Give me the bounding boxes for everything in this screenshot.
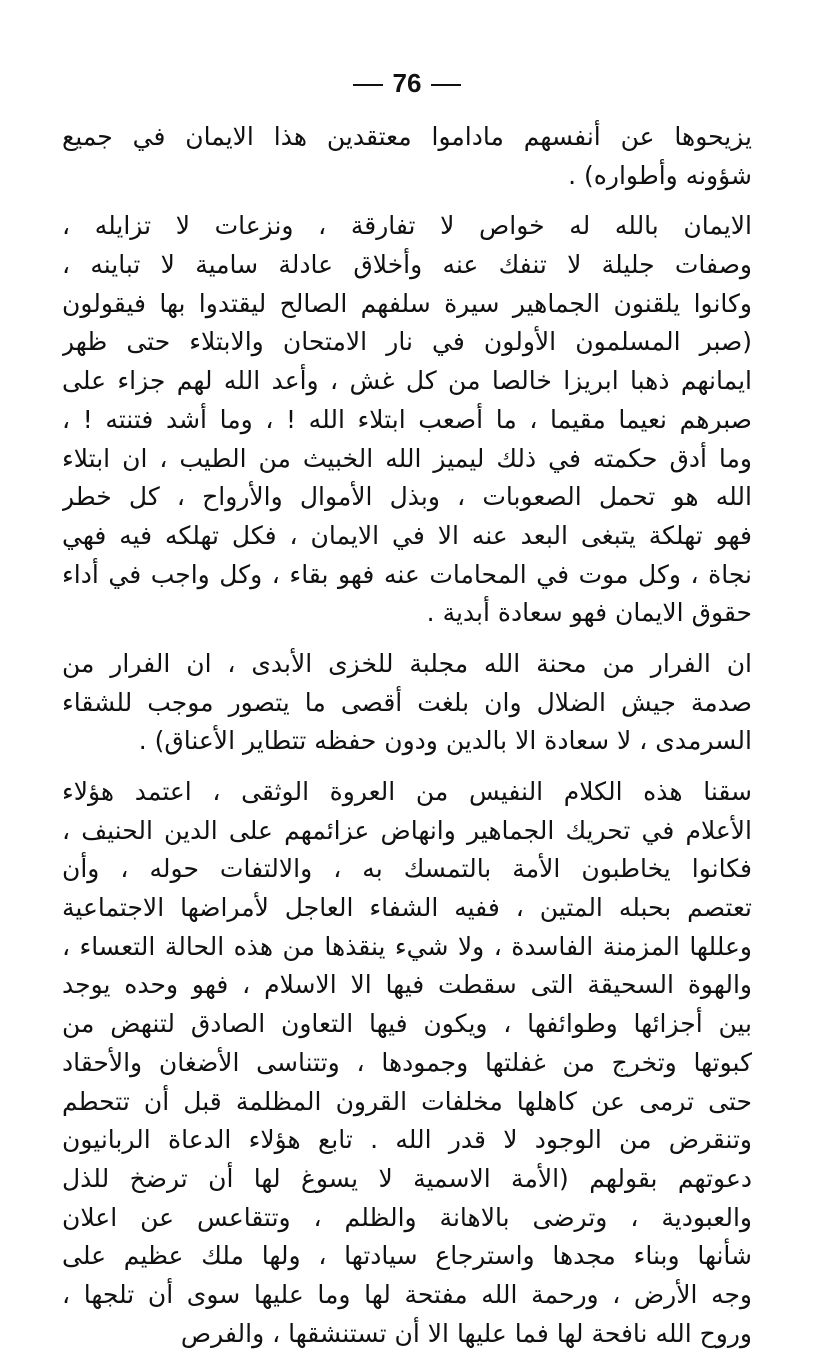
paragraph [62, 645, 752, 761]
text-line: شؤونه وأطواره) . [568, 160, 752, 190]
text-line: سقنا هذه الكلام النفيس من العروة الوثقى ، اعتمد هؤلاء [62, 777, 752, 806]
text-line: الله هو تحمل الصعوبات ، وبذل الأموال والأرواح ، كل خطر [62, 482, 752, 512]
paragraph [62, 118, 752, 195]
text-line: ان الفرار من محنة الله مجلبة للخزى الأبدى ، ان الفرار من [62, 648, 752, 678]
text-line: صبرهم نعيما مقيما ، ما أصعب ابتلاء الله ! ، وما أشد فتنته ! ، [62, 404, 752, 434]
text-line: والهوة السحيقة التى سقطت فيها الا الاسلام ، فهو وحده يوجد [62, 970, 752, 1000]
text-line: الأعلام في تحريك الجماهير وانهاض عزائمهم على الدين الحنيف ، [62, 815, 752, 845]
page-header [0, 66, 814, 100]
text-line: كبوتها وتخرج من غفلتها وجمودها ، وتتناسى الأضغان والأحقاد [62, 1047, 752, 1077]
text-line: وكانوا يلقنون الجماهير سيرة سلفهم الصالح ليقتدوا بها فيقولون [62, 288, 752, 318]
text-line: فكانوا يخاطبون الأمة بالتمسك به ، والالتفات حوله ، وأن [62, 854, 752, 884]
page-number: 76 [392, 68, 422, 98]
text-line: شأنها وبناء مجدها واسترجاع سيادتها ، ولها ملك عظيم على [62, 1241, 752, 1271]
text-line: نجاة ، وكل موت في المحامات عنه فهو بقاء ، وكل واجب في أداء [62, 559, 752, 589]
paragraph-gap [62, 195, 752, 207]
text-line: دعوتهم بقولهم (الأمة الاسمية لا يسوغ لها أن ترضخ للذل [62, 1163, 752, 1193]
text-line: فهو تهلكة يتبغى البعد عنه الا في الايمان ، فكل تهلكه فيه فهي [62, 520, 752, 550]
text-line: السرمدى ، لا سعادة الا بالدين ودون حفظه تتطاير الأعناق) . [138, 726, 752, 756]
text-line: بين أجزائها وطوائفها ، ويكون فيها التعاون الصادق لتنهض من [62, 1009, 752, 1039]
text-line: (صبر المسلمون الأولون في نار الامتحان والابتلاء حتى ظهر [62, 327, 752, 357]
header-dash-right [431, 84, 461, 86]
text-line: وصفات جليلة لا تنفك عنه وأخلاق عادلة سامية لا تباينه ، [62, 250, 752, 280]
text-line: وعللها المزمنة الفاسدة ، ولا شيء ينقذها من هذه الحالة التعساء ، [62, 931, 752, 961]
text-line: حتى ترمى عن كاهلها مخلفات القرون المظلمة قبل أن تتحطم [62, 1086, 752, 1116]
text-line: والعبودية ، وترضى بالاهانة والظلم ، وتتقاعس عن اعلان [62, 1202, 752, 1232]
paragraph [62, 773, 752, 1353]
text-line: يزيحوها عن أنفسهم ماداموا معتقدين هذا الايمان في جميع [62, 122, 752, 151]
text-line: تعتصم بحبله المتين ، ففيه الشفاء العاجل لأمراضها الاجتماعية [62, 893, 752, 923]
paragraph [62, 207, 752, 633]
text-line: وتنقرض من الوجود لا قدر الله . تابع هؤلاء الدعاة الربانيون [62, 1125, 752, 1155]
text-line: وما أدق حكمته في ذلك ليميز الله الخبيث من الطيب ، ان ابتلاء [62, 443, 752, 473]
text-line: حقوق الايمان فهو سعادة أبدية . [426, 598, 752, 628]
text-line: وجه الأرض ، ورحمة الله مفتحة لها وما عليها سوى أن تلجها ، [62, 1279, 752, 1309]
header-dash-left [353, 84, 383, 86]
text-line: صدمة جيش الضلال وان بلغت أقصى ما يتصور موجب للشقاء [62, 687, 752, 717]
text-line: وروح الله نافحة لها فما عليها الا أن تستنشقها ، والفرص [180, 1318, 752, 1348]
text-line: ايمانهم ذهبا ابريزا خالصا من كل غش ، وأعد الله لهم جزاء على [62, 366, 752, 396]
paragraph-gap [62, 761, 752, 773]
paragraph-gap [62, 633, 752, 645]
body-text [62, 118, 752, 1353]
text-line: الايمان بالله له خواص لا تفارقة ، ونزعات لا تزايله ، [62, 211, 752, 241]
